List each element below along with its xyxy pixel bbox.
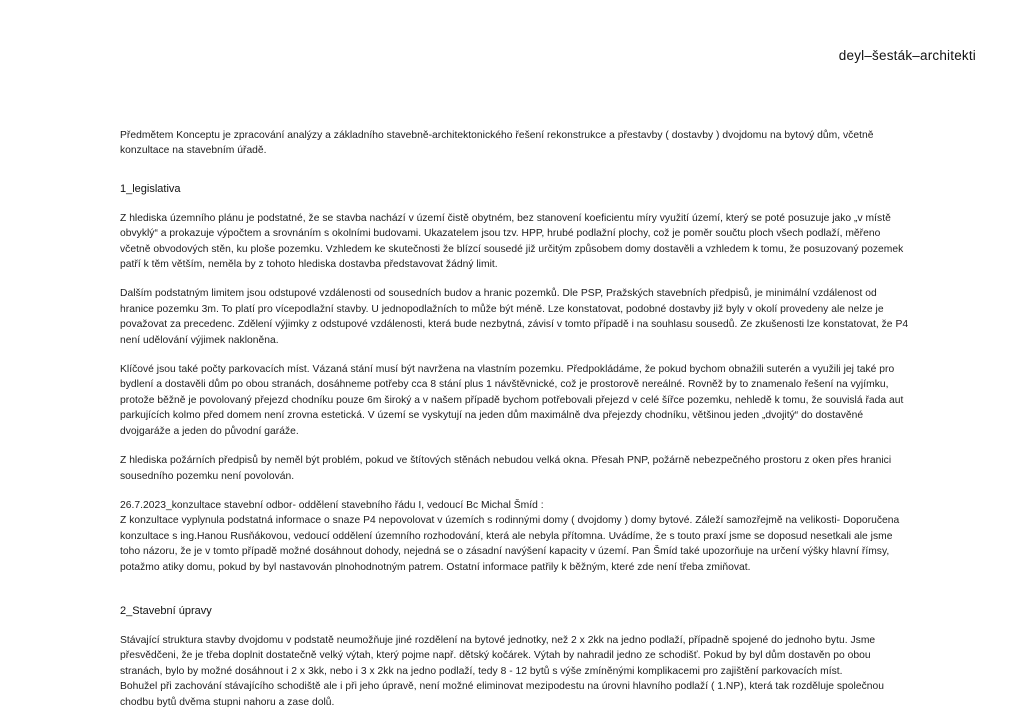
section-2-paragraph-1: Stávající struktura stavby dvojdomu v podstatě neumožňuje jiné rozdělení na bytové jednotky, než 2 x 2kk na jedno podlaží, případně spojené do jednoho bytu. Jsme přesvědčeni, že je třeba doplnit dostatečně velký výtah, který pojme např. dětský kočárek. Výtah by nahradil jedno ze schodišť. Pokud by byl dům dostavěn po obou stranách, bylo by možné dosáhnout i 2 x 3kk, nebo i 3 x 2kk na jedno podlaží, tedy 8 - 12 bytů s výše zmíněnými komplikacemi pro zajištění parkovacích míst. [120,634,876,677]
intro-paragraph: Předmětem Konceptu je zpracování analýzy a základního stavebně-architektonického řešení rekonstrukce a přestavby ( dostavby ) dvojdomu na bytový dům, včetně konzultace na stavebním úřadě. [120,130,874,157]
section-1-paragraph-2: Dalším podstatným limitem jsou odstupové vzdálenosti od sousedních budov a hranic pozemků. Dle PSP, Pražských stavebních předpisů, je minimální vzdálenost od hranice pozemku 3m. To platí pro vícepodlažní stavby. U jednopodlažních to může být méně. Lze konstatovat, podobné dostavby již byly v okolí provedeny ale nelze je považovat za precedenc. Zdělení výjimky z odstupové vzdálenosti, která bude nezbytná, závisí v tomto případě i na souhlasu sousedů. Ze zkušenosti lze konstatovat, že P4 není udělování výjimek nakloněna. [120,288,909,346]
consultation-body: Z konzultace vyplynula podstatná informace o snaze P4 nepovolovat v územích s rodinnými domy ( dvojdomy ) domy bytové. Záleží samozřejmě na velikosti- Doporučena konzultace s ing.Hanou Rusňákovou, vedoucí oddělení územního rozhodování, která ale nebyla přítomna. Uvádíme, že s touto praxí jsme se doposud nesetkali ale jsme toho názoru, že je v tomto případě možné dosáhnout dohody, nejedná se o zásadní navýšení kapacity v území. Pan Šmíd také upozorňuje na určení výšky hlavní římsy, potažmo atiky domu, pokud by byl nastavován plnohodnotným patrem. Ostatní informace patřily k běžným, které zde není třeba zmiňovat. [120,515,900,573]
section-2-paragraph-2: Bohužel při zachování stávajícího schodiště ale i při jeho úpravě, není možné eliminovat mezipodestu na úrovni hlavního podlaží ( 1.NP), která tak rozděluje společnou chodbu bytů dvěma stupni nahoru a zase dolů. [120,681,885,708]
consultation-title: 26.7.2023_konzultace stavební odbor- oddělení stavebního řádu I, vedoucí Bc Michal Šmíd : [120,499,544,511]
section-2-heading: 2_Stavební úpravy [120,604,212,617]
section-1-paragraph-4: Z hlediska požárních předpisů by neměl být problém, pokud ve štítových stěnách nebudou velká okna. Přesah PNP, požárně nebezpečného prostoru z oken přes hranici sousedního pozemku není povolován. [120,455,892,482]
section-1-paragraph-3: Klíčové jsou také počty parkovacích míst. Vázaná stání musí být navržena na vlastním pozemku. Předpokládáme, že pokud bychom obnažili suterén a využili jej také pro bydlení a dostavěli dům po obou stranách, dosáhneme potřeby cca 8 stání plus 1 návštěvnické, což je prostorově nereálné. Rovněž by to znamenalo řešení na vyjímku, protože běžně je povolovaný přejezd chodníku pouze 6m široký a v našem případě bychom potřebovali přejezd v celé šířce pozemku, nehledě k tomu, že souvislá řada aut parkujících kolmo před domem není zrovna estetická. V území se vyskytují na jeden dům maximálně dva přejezdy chodníku, většinou jeden „dvojitý“ do dostavěné dvojgaráže a jeden do původní garáže. [120,364,904,437]
section-1-paragraph-1: Z hlediska územního plánu je podstatné, že se stavba nachází v území čistě obytném, bez stanovení koeficientu míry využití území, který se poté posuzuje jako „v místě obvyklý“ a prokazuje výpočtem a srovnáním s okolními budovami. Ukazatelem jsou tzv. HPP, hrubé podlažní plochy, což je poměr součtu ploch všech podlaží, měřeno včetně obvodových stěn, ku ploše pozemku. Vzhledem ke skutečnosti že blízcí sousedé již určitým způsobem domy dostavěli a vzhledem k tomu, že posuzovaný pozemek patří k těm větším, neměla by z tohoto hlediska dostavba představovat žádný limit. [120,212,904,271]
document-body [120,128,910,724]
studio-logo: deyl–šesták–architekti [838,48,976,63]
section-1-heading: 1_legislativa [120,182,181,195]
